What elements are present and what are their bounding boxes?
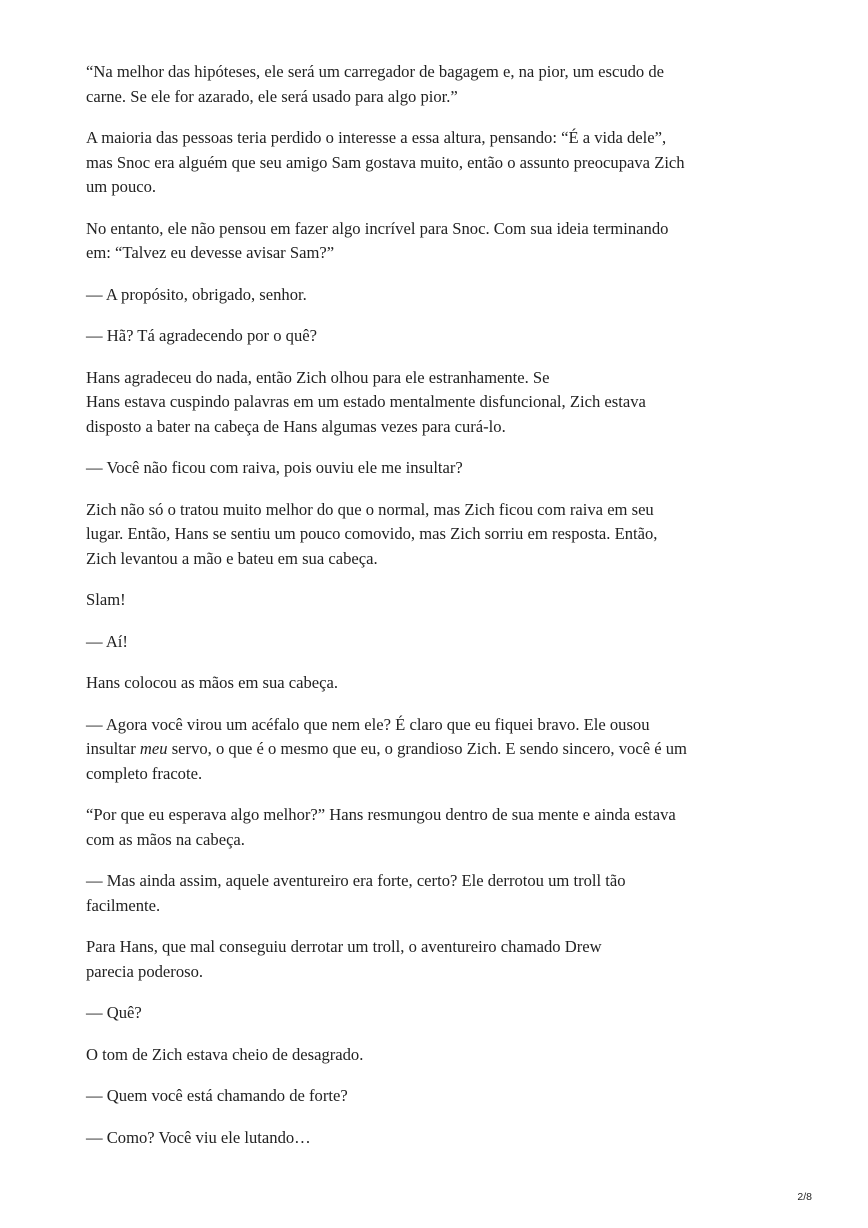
text-line: — Como? Você viu ele lutando… [86,1127,311,1147]
paragraph [86,126,786,200]
text-line: Hans colocou as mãos em sua cabeça. [86,673,339,692]
text-line [86,737,786,762]
text-line: com as mãos na cabeça. [86,829,245,849]
paragraph [86,630,786,655]
paragraph [86,1126,786,1151]
text-line: Hans estava cuspindo palavras em um estado mentalmente disfuncional, Zich estava [86,392,646,411]
paragraph [86,366,786,440]
paragraph [86,498,786,572]
body-text [86,60,786,1167]
text-line: — Você não ficou com raiva, pois ouviu ele me insultar? [86,458,463,477]
text-line: — Quê? [86,1003,142,1022]
text-line: A maioria das pessoas teria perdido o interesse a essa altura, pensando: “É a vida dele”, [86,128,667,147]
paragraph [86,588,786,613]
paragraph [86,869,786,918]
paragraph [86,217,786,266]
paragraph [86,713,786,787]
text-line: — A propósito, obrigado, senhor. [86,284,307,304]
paragraph [86,324,786,349]
text-line: completo fracote. [86,763,203,783]
paragraph [86,1084,786,1109]
text-line: mas Snoc era alguém que seu amigo Sam gostava muito, então o assunto preocupava Zich [86,152,685,172]
paragraph [86,283,786,308]
text-line: Para Hans, que mal conseguiu derrotar um troll, o aventureiro chamado Drew [86,937,602,956]
text-line: parecia poderoso. [86,961,204,981]
text-line: um pouco. [86,177,157,196]
text-line: — Mas ainda assim, aquele aventureiro era forte, certo? Ele derrotou um troll tão [86,871,626,890]
text-line: “Na melhor das hipóteses, ele será um carregador de bagagem e, na pior, um escudo de [86,62,665,81]
paragraph [86,935,786,984]
text-line: O tom de Zich estava cheio de desagrado. [86,1044,364,1064]
text-line: Zich levantou a mão e bateu em sua cabeça. [86,548,378,568]
text-line: em: “Talvez eu devesse avisar Sam?” [86,243,335,262]
text-line: facilmente. [86,895,161,915]
text-line: “Por que eu esperava algo melhor?” Hans resmungou dentro de sua mente e ainda estava [86,805,676,824]
text-fragment: insultar [86,739,140,758]
paragraph [86,60,786,109]
paragraph [86,1001,786,1026]
text-line: carne. Se ele for azarado, ele será usado para algo pior.” [86,86,458,106]
text-line: lugar. Então, Hans se sentiu um pouco comovido, mas Zich sorriu em resposta. Então, [86,524,658,543]
text-line: — Hã? Tá agradecendo por o quê? [86,326,317,345]
text-line: Slam! [86,590,126,609]
text-line: — Quem você está chamando de forte? [86,1086,348,1105]
emphasis-word: meu [139,739,168,758]
text-line: No entanto, ele não pensou em fazer algo incrível para Snoc. Com sua ideia terminando [86,218,669,238]
text-line: — Agora você virou um acéfalo que nem ele? É claro que eu fiquei bravo. Ele ousou [86,714,650,734]
paragraph [86,803,786,852]
text-line: — Aí! [86,631,128,651]
paragraph [86,671,786,696]
paragraph [86,456,786,481]
text-line: Zich não só o tratou muito melhor do que o normal, mas Zich ficou com raiva em seu [86,499,654,519]
paragraph [86,1043,786,1068]
text-line: Hans agradeceu do nada, então Zich olhou para ele estranhamente. Se [86,367,550,387]
text-fragment: servo, o que é o mesmo que eu, o grandioso Zich. E sendo sincero, você é um [167,739,687,758]
page-number: 2/8 [797,1191,812,1203]
text-line: disposto a bater na cabeça de Hans algumas vezes para curá-lo. [86,416,506,436]
